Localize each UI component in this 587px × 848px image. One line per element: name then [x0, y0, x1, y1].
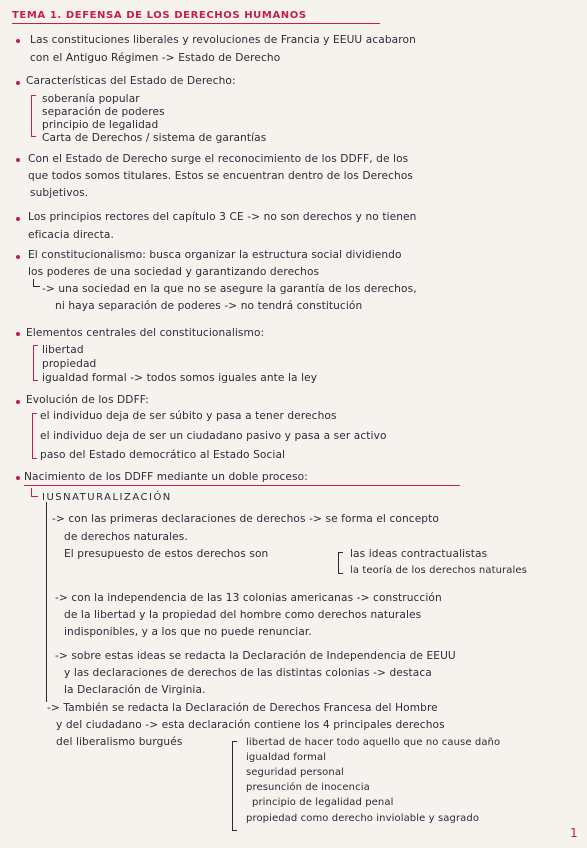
s8-b-line3: indisponibles, y a los que no puede renunciar. — [64, 626, 312, 638]
list-bracket — [31, 95, 36, 137]
s8-c-line3: la Declaración de Virginia. — [64, 684, 206, 696]
bullet — [16, 81, 20, 85]
s1-line1: Las constituciones liberales y revoluciones de Francia y EEUU acabaron — [30, 34, 416, 46]
s1-line2: con el Antiguo Régimen -> Estado de Derecho — [30, 52, 281, 64]
list-bracket — [32, 413, 37, 459]
s8-d-item: principio de legalidad penal — [252, 797, 394, 808]
s7-item: el individuo deja de ser súbito y pasa a tener derechos — [40, 410, 337, 422]
title-underline — [12, 23, 380, 24]
s8-a-line2: de derechos naturales. — [64, 531, 188, 543]
list-bracket — [232, 741, 237, 831]
bullet — [16, 400, 20, 404]
s2-item: separación de poderes — [42, 106, 165, 118]
s8-a-line1: -> con las primeras declaraciones de derechos -> se forma el concepto — [52, 513, 439, 525]
tree-line — [46, 502, 47, 702]
s3-line1: Con el Estado de Derecho surge el reconocimiento de los DDFF, de los — [28, 153, 409, 165]
list-bracket — [33, 345, 38, 381]
s8-a-item: las ideas contractualistas — [350, 548, 488, 560]
s8-d-line3: del liberalismo burgués — [56, 736, 183, 748]
s8-a-item: la teoría de los derechos naturales — [350, 565, 527, 576]
s7-item: el individuo deja de ser un ciudadano pasivo y pasa a ser activo — [40, 430, 387, 442]
s8-d-item: libertad de hacer todo aquello que no cause daño — [246, 737, 501, 748]
s8-d-item: presunción de inocencia — [246, 782, 370, 793]
arrow-hook — [33, 279, 40, 287]
s2-item: principio de legalidad — [42, 119, 159, 131]
s6-item: propiedad — [42, 358, 97, 370]
s8-subheading: IUSNATURALIZACIÓN — [42, 492, 172, 503]
s8-d-line2: y del ciudadano -> esta declaración contiene los 4 principales derechos — [56, 719, 445, 731]
s8-d-item: propiedad como derecho inviolable y sagrado — [246, 813, 480, 824]
page-number: 1 — [570, 826, 578, 840]
s8-heading: Nacimiento de los DDFF mediante un doble proceso: — [24, 471, 308, 483]
s5-line1: El constitucionalismo: busca organizar la estructura social dividiendo — [28, 249, 402, 261]
s8-d-item: seguridad personal — [246, 767, 344, 778]
s4-line2: eficacia directa. — [28, 229, 114, 241]
s2-heading: Características del Estado de Derecho: — [26, 75, 236, 87]
bullet — [16, 255, 20, 259]
s2-item: Carta de Derechos / sistema de garantías — [42, 132, 267, 144]
s7-item: paso del Estado democrático al Estado Social — [40, 449, 286, 461]
s8-a-line3: El presupuesto de estos derechos son — [64, 548, 269, 560]
s6-item: igualdad formal -> todos somos iguales ante la ley — [42, 372, 318, 384]
s8-d-line1: -> También se redacta la Declaración de Derechos Francesa del Hombre — [47, 702, 438, 714]
s8-b-line2: de la libertad y la propiedad del hombre como derechos naturales — [64, 609, 422, 621]
s5-line2: los poderes de una sociedad y garantizando derechos — [28, 266, 320, 278]
s8-b-line1: -> con la independencia de las 13 colonias americanas -> construcción — [55, 592, 442, 604]
bullet — [16, 39, 20, 43]
s3-line3: subjetivos. — [30, 187, 89, 199]
bullet — [16, 158, 20, 162]
s2-item: soberanía popular — [42, 93, 140, 105]
bullet — [16, 217, 20, 221]
bullet — [16, 332, 20, 336]
s8-c-line2: y las declaraciones de derechos de las distintas colonias -> destaca — [64, 667, 432, 679]
s8-d-item: igualdad formal — [246, 752, 327, 763]
s5-line4: ni haya separación de poderes -> no tendrá constitución — [55, 300, 363, 312]
arrow-hook — [31, 488, 38, 497]
bullet — [16, 476, 20, 480]
s8-c-line1: -> sobre estas ideas se redacta la Declaración de Independencia de EEUU — [55, 650, 456, 662]
s4-line1: Los principios rectores del capítulo 3 CE -> no son derechos y no tienen — [28, 211, 417, 223]
list-bracket — [338, 552, 343, 574]
s7-heading: Evolución de los DDFF: — [26, 394, 149, 406]
s5-line3: -> una sociedad en la que no se asegure la garantía de los derechos, — [42, 283, 417, 295]
s6-heading: Elementos centrales del constitucionalismo: — [26, 327, 265, 339]
heading-underline — [24, 485, 460, 486]
s6-item: libertad — [42, 344, 84, 356]
page-title: TEMA 1. DEFENSA DE LOS DERECHOS HUMANOS — [12, 10, 307, 21]
s3-line2: que todos somos titulares. Estos se encuentran dentro de los Derechos — [28, 170, 414, 182]
